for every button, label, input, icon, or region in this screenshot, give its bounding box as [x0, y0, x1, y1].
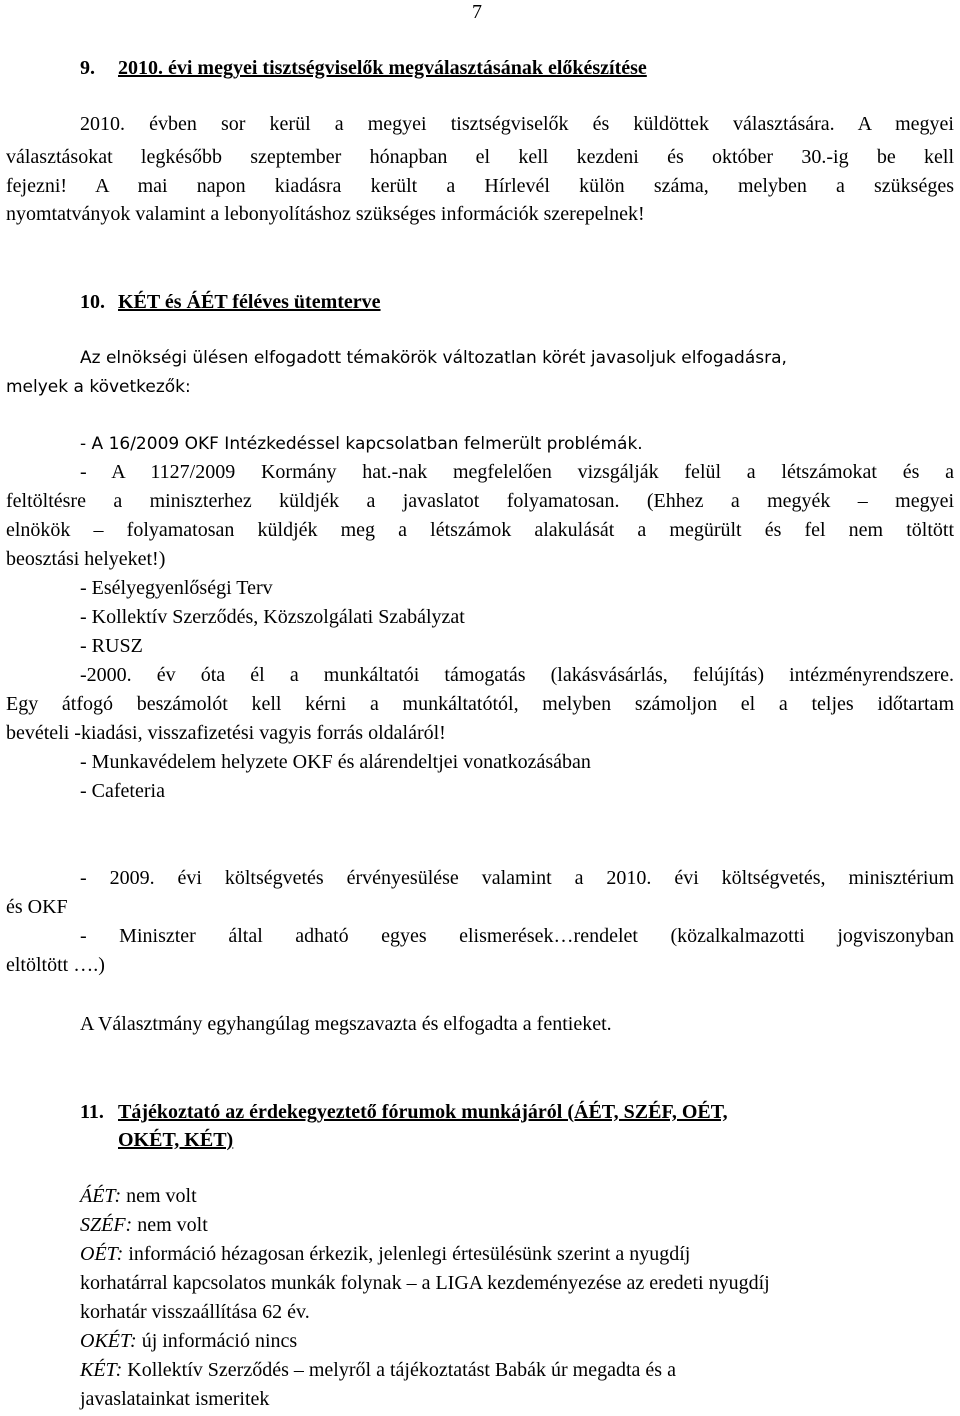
section-11-entry-oet-cont-1: korhatárral kapcsolatos munkák folynak – a LIGA kezdeményezése az eredeti nyugdíj — [80, 1272, 770, 1294]
entry-text: nem volt — [121, 1185, 197, 1207]
section-10-item-10-cont: eltöltött ….) — [6, 954, 105, 976]
section-10-item-6-cont-1: Egy átfogó beszámolót kell kérni a munkáltatótól, melyben számoljon el a teljes időtartam — [6, 693, 954, 715]
entry-text: nem volt — [132, 1214, 208, 1236]
entry-text: információ hézagosan érkezik, jelenlegi értesülésünk szerint a nyugdíj — [123, 1243, 691, 1265]
entry-label: KÉT: — [80, 1359, 123, 1381]
entry-label: SZÉF: — [80, 1214, 133, 1236]
section-10-item-3: - Esélyegyenlőségi Terv — [80, 577, 273, 599]
section-10-item-2-cont-3: beosztási helyeket!) — [6, 548, 166, 570]
entry-label: ÁÉT: — [80, 1185, 122, 1207]
section-10-intro-1: Az elnökségi ülésen elfogadott témakörök változatlan körét javasoljuk elfogadásra, — [80, 348, 787, 368]
section-10-item-4: - Kollektív Szerződés, Közszolgálati Szabályzat — [80, 606, 465, 628]
section-10-item-5: - RUSZ — [80, 635, 143, 657]
section-10-item-9-cont: és OKF — [6, 896, 68, 918]
entry-label: OÉT: — [80, 1243, 124, 1265]
section-10-item-6-cont-2: bevételi -kiadási, visszafizetési vagyis forrás oldaláról! — [6, 722, 446, 744]
section-9-title: 2010. évi megyei tisztségviselők megválasztásának előkészítése — [118, 57, 647, 79]
section-10-item-7: - Munkavédelem helyzete OKF és alárendeltjei vonatkozásában — [80, 751, 591, 773]
section-11-entry-oket — [80, 1327, 297, 1356]
section-11-entry-aet — [80, 1182, 197, 1211]
section-9-line-4: nyomtatványok valamint a lebonyolításhoz szükséges információk szerepelnek! — [6, 203, 645, 225]
section-10-item-8: - Cafeteria — [80, 780, 165, 802]
section-10-title: KÉT és ÁÉT féléves ütemterve — [118, 291, 381, 313]
entry-text: Kollektív Szerződés – melyről a tájékoztatást Babák úr megadta és a — [122, 1359, 676, 1381]
section-9-line-1: 2010. évben sor kerül a megyei tisztségviselők és küldöttek választására. A megyei — [80, 113, 954, 135]
section-11-number: 11. — [80, 1101, 104, 1123]
entry-label: OKÉT: — [80, 1330, 137, 1352]
section-10-item-9: - 2009. évi költségvetés érvényesülése valamint a 2010. évi költségvetés, minisztérium — [80, 867, 954, 889]
section-11-title-line-2: OKÉT, KÉT) — [118, 1129, 234, 1151]
section-10-item-2: - A 1127/2009 Kormány hat.-nak megfelelően vizsgálják felül a létszámokat és a — [80, 461, 954, 483]
section-11-entry-ket-cont: javaslatainkat ismeritek — [80, 1388, 270, 1410]
page-number: 7 — [472, 1, 482, 23]
section-10-item-1: - A 16/2009 OKF Intézkedéssel kapcsolatban felmerült problémák. — [80, 434, 643, 454]
section-10-item-10: - Miniszter által adható egyes elismerések…rendelet (közalkalmazotti jogviszonyban — [80, 925, 954, 947]
section-11-title-line-1: Tájékoztató az érdekegyeztető fórumok munkájáról (ÁÉT, SZÉF, OÉT, — [118, 1101, 728, 1123]
entry-text: új információ nincs — [136, 1330, 298, 1352]
section-11-entry-ket — [80, 1356, 676, 1385]
section-10-conclusion: A Választmány egyhangúlag megszavazta és elfogadta a fentieket. — [80, 1013, 612, 1035]
section-10-number: 10. — [80, 291, 105, 313]
section-9-line-2: választásokat legkésőbb szeptember hónapban el kell kezdeni és október 30.-ig be kell — [6, 146, 954, 168]
section-11-entry-oet — [80, 1240, 690, 1269]
section-10-item-2-cont-1: feltöltésre a miniszterhez küldjék a javaslatot folyamatosan. (Ehhez a megyék – megyei — [6, 490, 954, 512]
section-9-line-3: fejezni! A mai napon kiadásra került a Hírlevél külön száma, melyben a szükséges — [6, 175, 954, 197]
section-10-intro-2: melyek a következők: — [6, 377, 191, 397]
section-10-item-6: -2000. év óta él a munkáltatói támogatás (lakásvásárlás, felújítás) intézményrendszere. — [80, 664, 954, 686]
section-11-entry-oet-cont-2: korhatár visszaállítása 62 év. — [80, 1301, 310, 1323]
section-11-entry-szef — [80, 1211, 208, 1240]
section-10-item-2-cont-2: elnökök – folyamatosan küldjék meg a létszámok alakulását a megürült és fel nem töltött — [6, 519, 954, 541]
section-9-number: 9. — [80, 57, 95, 79]
